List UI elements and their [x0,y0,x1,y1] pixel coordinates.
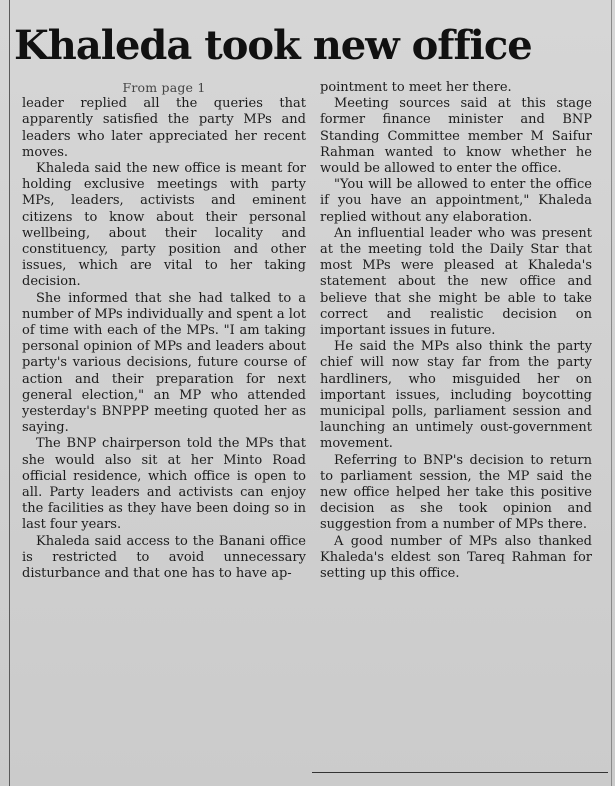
bottom-rule [312,772,608,773]
left-border-rule [9,0,10,786]
right-column [320,80,592,582]
right-border-rule [611,0,612,786]
left-paragraph-1: leader replied all the queries that apparently satisfied the party MPs and leaders who later appreciated her recent moves. [22,96,306,160]
left-column [22,80,306,582]
right-paragraph-4: An influential leader who was present at the meeting told the Daily Star that most MPs were pleased at Khaleda's statement about the new office and believe that she might be able to take correct and realistic decision on important issues in future. [320,225,592,339]
right-paragraph-5: He said the MPs also think the party chief will now stay far from the party hardliners, who misguided her on important issues, including boycotting municipal polls, parliament session and launching an untimely oust-government movement. [320,339,592,452]
right-paragraph-6: Referring to BNP's decision to return to parliament session, the MP said the new office helped her take this positive decision as she took opinion and suggestion from a number of MPs there. [320,452,592,533]
right-paragraph-7: A good number of MPs also thanked Khaleda's eldest son Tareq Rahman for setting up this office. [320,533,592,582]
headline: Khaleda took new office [14,22,532,69]
right-paragraph-2: Meeting sources said at this stage former finance minister and BNP Standing Committee member M Saifur Rahman wanted to know whether he would be allowed to enter the office. [320,96,592,177]
left-paragraph-4: The BNP chairperson told the MPs that she would also sit at her Minto Road official residence, which office is open to all. Party leaders and activists can enjoy the facilities as they have been doing so in last four years. [22,436,306,533]
left-paragraph-5: Khaleda said access to the Banani office is restricted to avoid unnecessary disturbance and that one has to have ap- [22,533,306,582]
right-paragraph-1: pointment to meet her there. [320,80,512,95]
left-paragraph-2: Khaleda said the new office is meant for holding exclusive meetings with party MPs, leaders, activists and eminent citizens to know about their personal wellbeing, about their locality and constituency, party position and other issues, which are vital to her taking decision. [22,161,306,290]
jump-line: From page 1 [122,80,206,95]
right-paragraph-3: "You will be allowed to enter the office if you have an appointment," Khaleda replied without any elaboration. [320,177,592,225]
left-paragraph-3: She informed that she had talked to a number of MPs individually and spent a lot of time with each of the MPs. "I am taking personal opinion of MPs and leaders about party's various decisions, future course of action and their preparation for next general election," an MP who attended yesterday's BNPPP meeting quoted her as saying. [22,290,306,436]
